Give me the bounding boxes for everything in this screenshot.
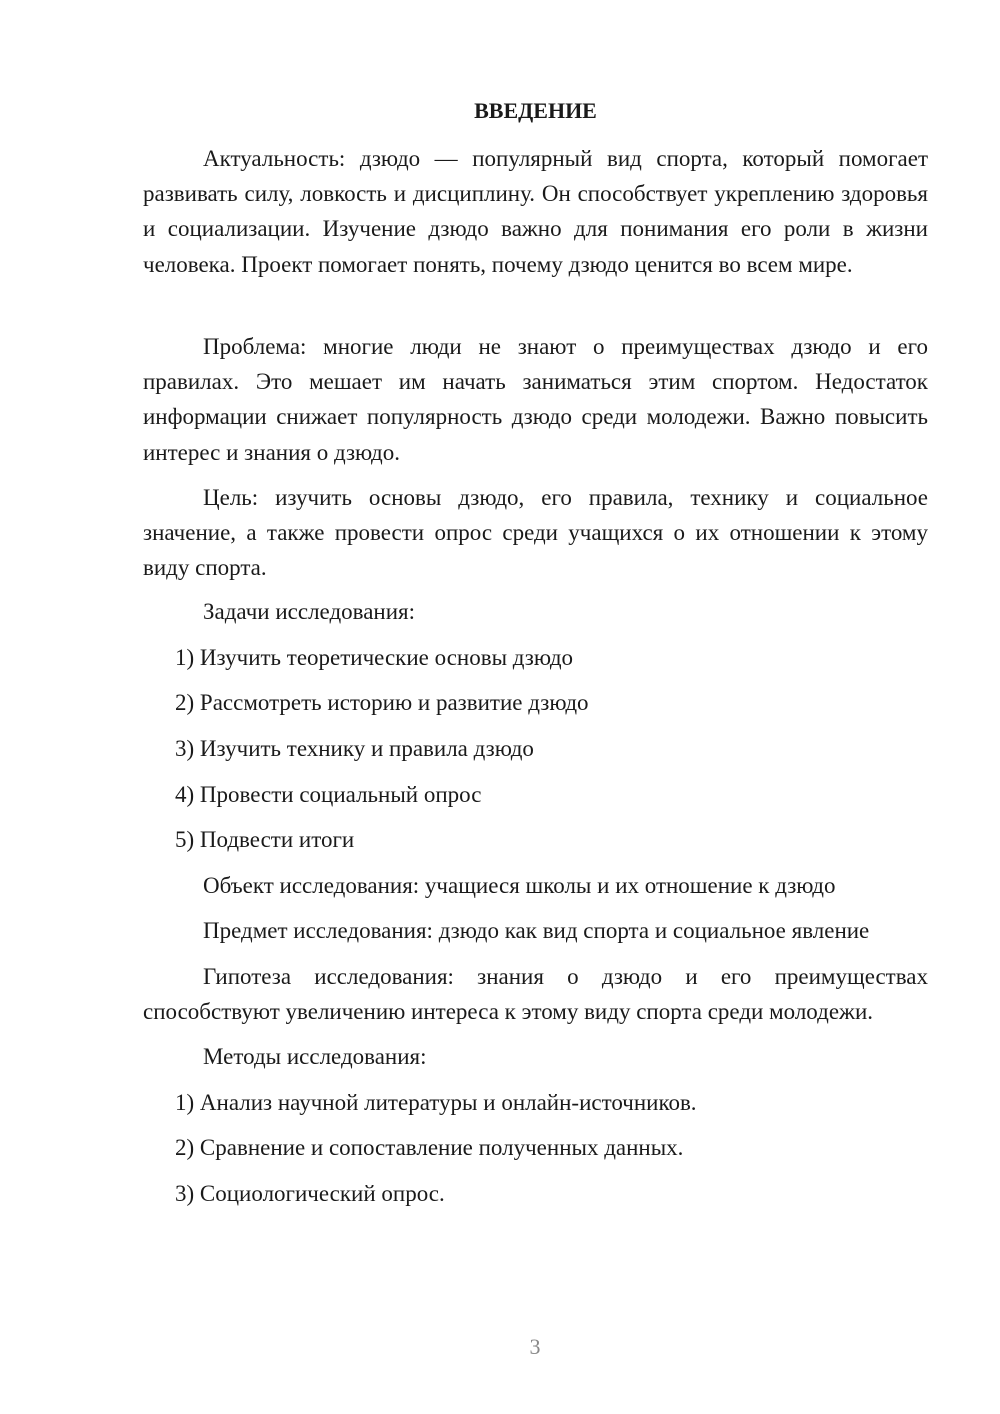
page-number: 3	[529, 1334, 541, 1359]
task-item-3: 3) Изучить технику и правила дзюдо	[175, 736, 534, 761]
method-item-2: 2) Сравнение и сопоставление полученных данных.	[175, 1135, 684, 1160]
methods-heading: Методы исследования:	[203, 1044, 427, 1069]
research-subject: Предмет исследования: дзюдо как вид спорта и социальное явление	[203, 918, 870, 943]
tasks-heading: Задачи исследования:	[203, 599, 416, 624]
problem-paragraph: Проблема: многие люди не знают о преимуществах дзюдо и его правилах. Это мешает им начать заниматься этим спортом. Недостаток информации снижает популярность дзюдо среди молодежи. Важно повысить интерес и знания о дзюдо.	[143, 334, 928, 465]
hypothesis-paragraph: Гипотеза исследования: знания о дзюдо и его преимуществах способствуют увеличению интереса к этому виду спорта среди молодежи.	[143, 964, 928, 1025]
task-item-1: 1) Изучить теоретические основы дзюдо	[175, 645, 574, 670]
task-item-4: 4) Провести социальный опрос	[175, 782, 482, 807]
research-object: Объект исследования: учащиеся школы и их отношение к дзюдо	[203, 873, 836, 898]
method-item-1: 1) Анализ научной литературы и онлайн-источников.	[175, 1090, 697, 1115]
relevance-paragraph: Актуальность: дзюдо — популярный вид спорта, который помогает развивать силу, ловкость и дисциплину. Он способствует укреплению здоровья и социализации. Изучение дзюдо важно для понимания его роли в жизни человека. Проект помогает понять, почему дзюдо ценится во всем мире.	[143, 146, 928, 277]
task-item-2: 2) Рассмотреть историю и развитие дзюдо	[175, 690, 589, 715]
page-title: ВВЕДЕНИЕ	[474, 98, 597, 123]
method-item-3: 3) Социологический опрос.	[175, 1181, 445, 1206]
goal-paragraph: Цель: изучить основы дзюдо, его правила, технику и социальное значение, а также провести опрос среди учащихся о их отношении к этому виду спорта.	[143, 485, 928, 581]
task-item-5: 5) Подвести итоги	[175, 827, 355, 852]
